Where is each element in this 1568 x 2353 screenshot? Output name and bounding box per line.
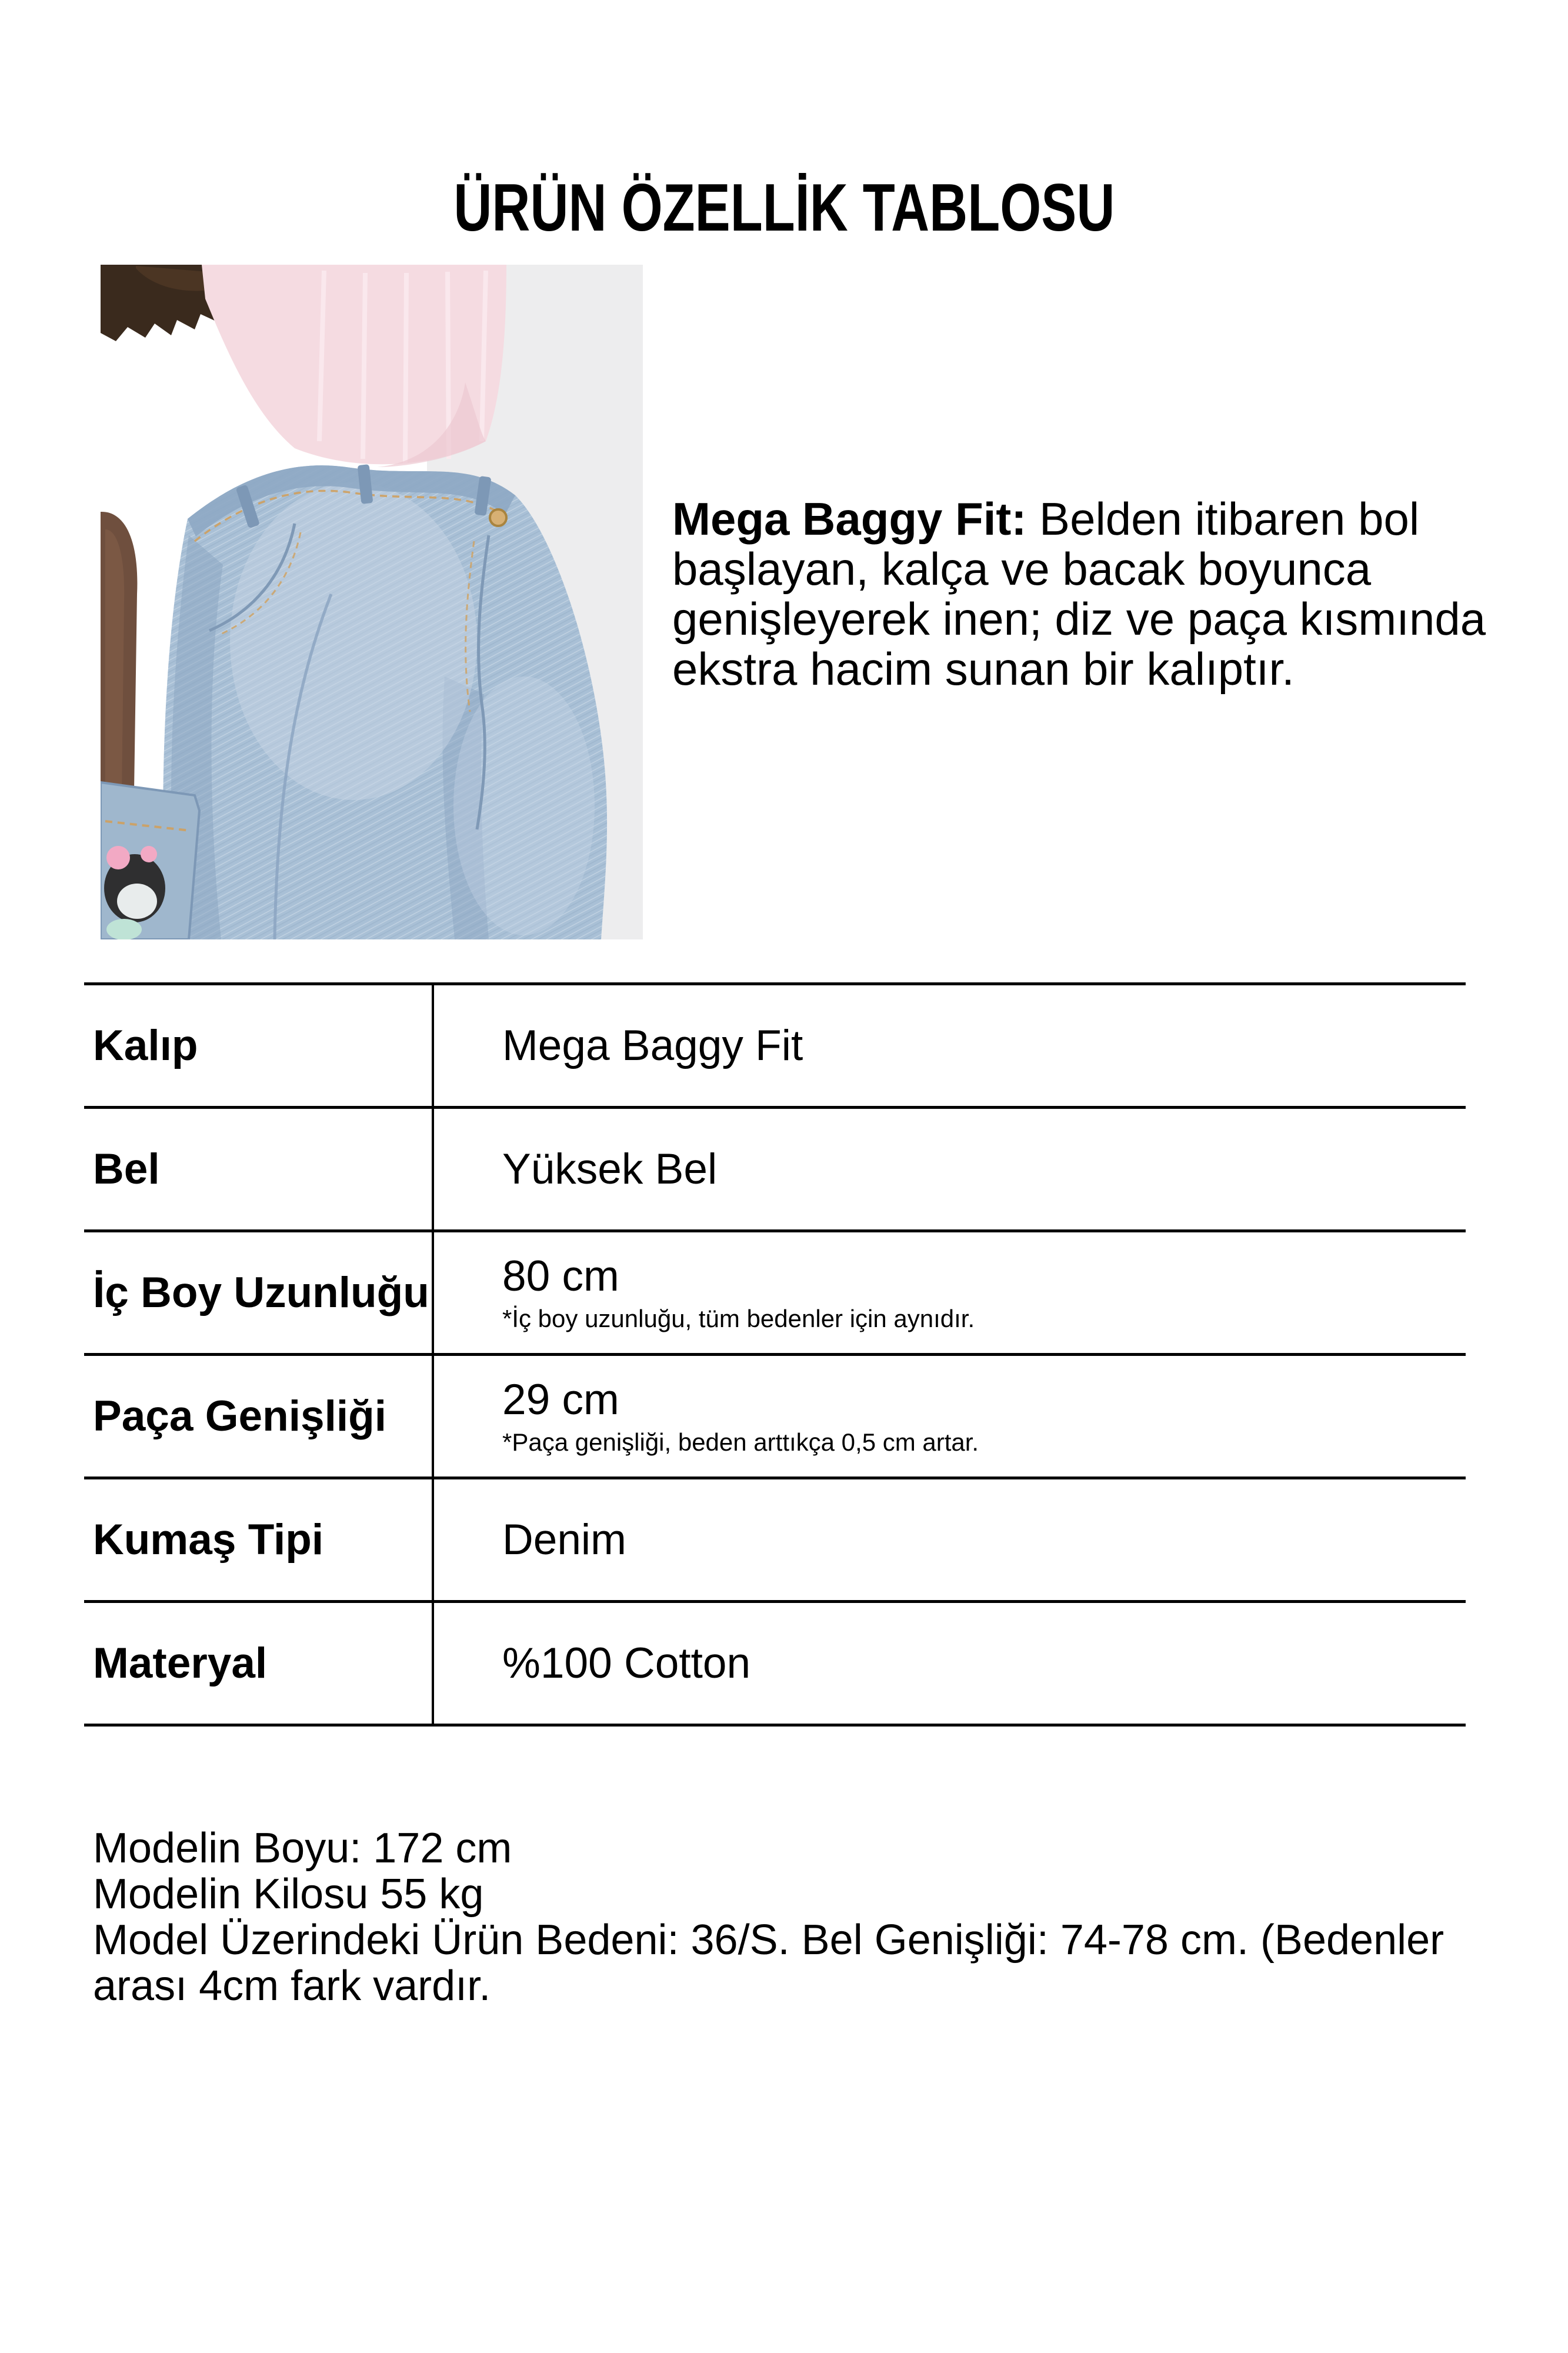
row-value: Mega Baggy Fit <box>502 1021 803 1069</box>
fit-description-line: ekstra hacim sunan bir kalıptır. <box>672 643 1295 695</box>
row-value-cell <box>434 1479 1466 1600</box>
row-value-cell <box>434 1603 1466 1724</box>
model-info <box>93 1825 1444 2009</box>
row-value-cell <box>434 1232 1466 1353</box>
product-photo-art <box>101 265 643 939</box>
jeans-button <box>490 509 506 526</box>
fit-description-line: başlayan, kalça ve bacak boyunca <box>672 543 1372 595</box>
model-info-line: Modelin Kilosu 55 kg <box>93 1871 484 1918</box>
table-row-ic-boy <box>84 1232 1466 1356</box>
table-row-paca <box>84 1356 1466 1479</box>
spec-table <box>84 982 1466 1727</box>
row-value: %100 Cotton <box>502 1639 751 1687</box>
fit-description <box>672 494 1486 694</box>
row-value-cell <box>434 1109 1466 1229</box>
denim-highlight-hip <box>230 482 477 800</box>
fit-description-text: Belden itibaren bol <box>1026 493 1420 545</box>
row-value: 80 cm <box>502 1252 619 1300</box>
row-label: İç Boy Uzunluğu <box>84 1232 434 1353</box>
row-value-cell <box>434 985 1466 1106</box>
row-value-cell <box>434 1356 1466 1477</box>
page-title-wrap <box>0 169 1568 246</box>
row-label: Materyal <box>84 1603 434 1724</box>
fit-description-line: genişleyerek inen; diz ve paça kısmında <box>672 593 1486 645</box>
page-title: ÜRÜN ÖZELLİK TABLOSU <box>453 171 1115 245</box>
row-value: 29 cm <box>502 1375 619 1424</box>
row-label: Bel <box>84 1109 434 1229</box>
row-note: *Paça genişliği, beden arttıkça 0,5 cm artar. <box>502 1428 979 1456</box>
model-info-line: Model Üzerindeki Ürün Bedeni: 36/S. Bel Genişliği: 74-78 cm. (Bedenler <box>93 1917 1444 1964</box>
model-info-line: Modelin Boyu: 172 cm <box>93 1825 512 1872</box>
row-label: Kalıp <box>84 985 434 1106</box>
row-label: Paça Genişliği <box>84 1356 434 1477</box>
row-label: Kumaş Tipi <box>84 1479 434 1600</box>
product-photo <box>101 265 643 939</box>
row-value: Yüksek Bel <box>502 1145 718 1193</box>
fit-description-lead: Mega Baggy Fit: <box>672 493 1027 545</box>
table-row-bel <box>84 1109 1466 1232</box>
denim-highlight-thigh <box>453 676 595 935</box>
row-note: *İç boy uzunluğu, tüm bedenler için aynıdır. <box>502 1304 975 1332</box>
table-row-kalip <box>84 985 1466 1109</box>
fit-description-line <box>672 494 1486 544</box>
row-value: Denim <box>502 1515 626 1564</box>
table-row-kumas <box>84 1479 1466 1603</box>
table-row-materyal <box>84 1603 1466 1727</box>
model-info-line: arası 4cm fark vardır. <box>93 1962 491 2009</box>
